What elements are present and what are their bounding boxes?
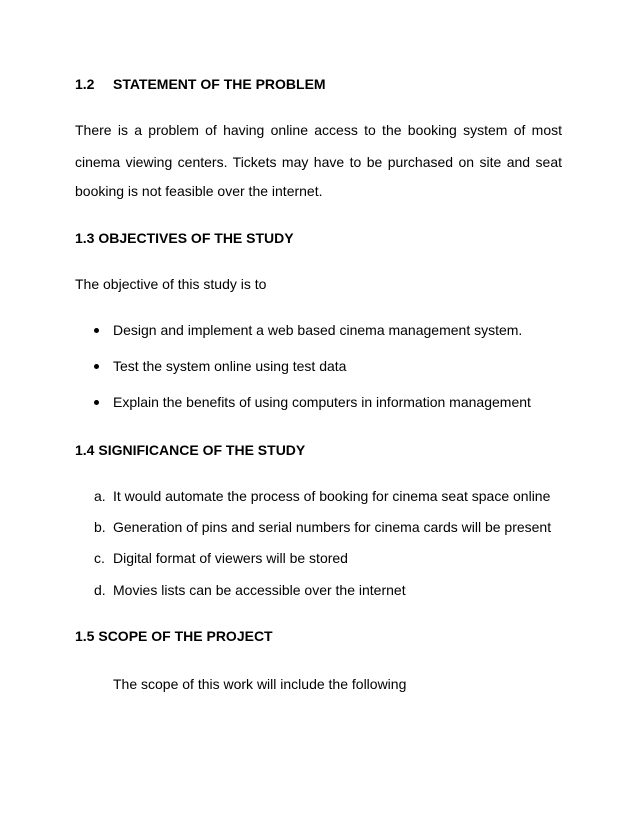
paragraph-line: cinema viewing centers. Tickets may have to be purchased on site and seat: [75, 154, 562, 170]
list-item: [94, 488, 550, 504]
bullet-item: [94, 394, 531, 410]
list-marker: a.: [94, 488, 106, 504]
list-item: [94, 550, 348, 566]
section-number: 1.2: [75, 76, 95, 92]
section-heading-significance: 1.4 SIGNIFICANCE OF THE STUDY: [75, 442, 306, 458]
list-item-text: Digital format of viewers will be stored: [113, 550, 348, 566]
list-marker: b.: [94, 519, 106, 535]
list-marker: c.: [94, 550, 105, 566]
bullet-marker: [94, 358, 113, 374]
bullet-item: [94, 322, 522, 338]
section-heading-statement: [75, 76, 326, 92]
list-marker: d.: [94, 582, 106, 598]
bullet-text: Design and implement a web based cinema management system.: [113, 322, 523, 338]
list-item-text: Movies lists can be accessible over the internet: [113, 582, 406, 598]
bullet-text: Test the system online using test data: [113, 358, 347, 374]
list-item: [94, 519, 551, 535]
list-item-text: It would automate the process of booking for cinema seat space online: [113, 488, 551, 504]
bullet-text: Explain the benefits of using computers in information management: [113, 394, 531, 410]
bullet-marker: [94, 322, 113, 338]
section-heading-objectives: 1.3 OBJECTIVES OF THE STUDY: [75, 230, 294, 246]
list-item-text: Generation of pins and serial numbers for cinema cards will be present: [113, 519, 552, 535]
objectives-intro: The objective of this study is to: [75, 276, 267, 292]
bullet-item: [94, 358, 346, 374]
paragraph-line: There is a problem of having online access to the booking system of most: [75, 122, 562, 138]
section-heading-scope: 1.5 SCOPE OF THE PROJECT: [75, 628, 273, 644]
list-item: [94, 582, 406, 598]
scope-intro: The scope of this work will include the following: [113, 676, 407, 692]
bullet-marker: [94, 394, 113, 410]
paragraph-line: booking is not feasible over the internet.: [75, 183, 323, 199]
section-title: STATEMENT OF THE PROBLEM: [113, 76, 326, 92]
